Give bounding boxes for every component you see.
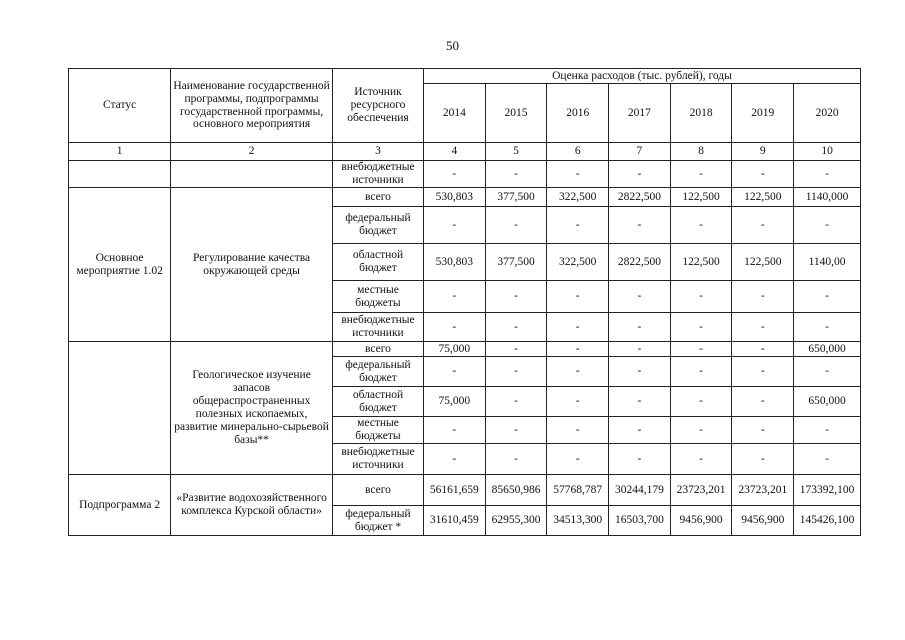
- row-value: -: [670, 387, 732, 417]
- row-value: -: [547, 161, 609, 188]
- row-value: 322,500: [547, 244, 609, 281]
- column-number: 2: [171, 143, 333, 161]
- row-source: всего: [332, 475, 423, 506]
- row-value: -: [547, 207, 609, 244]
- row-value: -: [485, 357, 547, 387]
- row-value: -: [485, 444, 547, 475]
- row-value: -: [732, 387, 794, 417]
- row-value: 122,500: [670, 244, 732, 281]
- row-source: внебюджетные источники: [332, 161, 423, 188]
- row-source: федеральный бюджет: [332, 207, 423, 244]
- row-value: -: [609, 357, 671, 387]
- row-source: всего: [332, 188, 423, 207]
- row-value: -: [732, 417, 794, 444]
- row-value: -: [794, 313, 861, 342]
- row-value: 31610,459: [424, 506, 486, 536]
- header-year: 2014: [424, 84, 486, 143]
- column-number: 1: [69, 143, 171, 161]
- row-value: 85650,986: [485, 475, 547, 506]
- row-value: 1140,000: [794, 188, 861, 207]
- row-value: 145426,100: [794, 506, 861, 536]
- row-value: -: [485, 313, 547, 342]
- column-number: 10: [794, 143, 861, 161]
- row-status: Подпрограмма 2: [69, 475, 171, 536]
- row-value: -: [794, 417, 861, 444]
- row-value: 2822,500: [609, 244, 671, 281]
- row-value: -: [732, 342, 794, 357]
- row-value: -: [732, 281, 794, 313]
- column-number: 7: [609, 143, 671, 161]
- header-year: 2015: [485, 84, 547, 143]
- row-value: 650,000: [794, 387, 861, 417]
- row-value: -: [424, 313, 486, 342]
- row-source: внебюджетные источники: [332, 313, 423, 342]
- row-value: -: [547, 342, 609, 357]
- row-value: -: [424, 161, 486, 188]
- row-value: -: [485, 161, 547, 188]
- row-name: Геологическое изучение запасов общераспространенных полезных ископаемых, развитие минерально-сырьевой базы**: [171, 342, 333, 475]
- row-value: 2822,500: [609, 188, 671, 207]
- row-source: местные бюджеты: [332, 417, 423, 444]
- row-value: -: [424, 281, 486, 313]
- header-name: Наименование государственной программы, подпрограммы государственной программы, основного мероприятия: [171, 69, 333, 143]
- row-value: -: [670, 444, 732, 475]
- row-value: -: [732, 357, 794, 387]
- row-value: 23723,201: [670, 475, 732, 506]
- row-value: -: [547, 313, 609, 342]
- row-value: -: [424, 357, 486, 387]
- table-row: [69, 188, 861, 207]
- row-value: -: [609, 281, 671, 313]
- row-value: -: [609, 207, 671, 244]
- row-value: -: [670, 161, 732, 188]
- row-value: 530,803: [424, 188, 486, 207]
- column-number: 6: [547, 143, 609, 161]
- row-name: «Развитие водохозяйственного комплекса Курской области»: [171, 475, 333, 536]
- page-number: 50: [446, 38, 459, 53]
- row-value: 9456,900: [732, 506, 794, 536]
- row-value: -: [794, 281, 861, 313]
- row-source: федеральный бюджет *: [332, 506, 423, 536]
- column-number: 5: [485, 143, 547, 161]
- row-value: -: [732, 161, 794, 188]
- row-value: -: [485, 417, 547, 444]
- row-value: -: [547, 281, 609, 313]
- row-value: -: [732, 207, 794, 244]
- row-value: -: [547, 417, 609, 444]
- header-year: 2019: [732, 84, 794, 143]
- row-value: -: [609, 313, 671, 342]
- row-value: -: [609, 387, 671, 417]
- row-value: -: [670, 313, 732, 342]
- row-value: 173392,100: [794, 475, 861, 506]
- row-value: -: [424, 444, 486, 475]
- row-status: Основное мероприятие 1.02: [69, 188, 171, 342]
- row-value: 650,000: [794, 342, 861, 357]
- row-value: -: [547, 387, 609, 417]
- column-number: 8: [670, 143, 732, 161]
- row-value: 23723,201: [732, 475, 794, 506]
- row-value: 62955,300: [485, 506, 547, 536]
- table-row: [69, 475, 861, 506]
- row-value: -: [609, 417, 671, 444]
- row-value: -: [547, 444, 609, 475]
- row-source: всего: [332, 342, 423, 357]
- row-source: местные бюджеты: [332, 281, 423, 313]
- row-value: 30244,179: [609, 475, 671, 506]
- row-value: -: [609, 342, 671, 357]
- row-source: федеральный бюджет: [332, 357, 423, 387]
- row-value: -: [670, 342, 732, 357]
- row-value: 75,000: [424, 387, 486, 417]
- row-value: -: [794, 161, 861, 188]
- row-value: -: [485, 342, 547, 357]
- column-number: 4: [424, 143, 486, 161]
- row-source: областной бюджет: [332, 244, 423, 281]
- row-source: внебюджетные источники: [332, 444, 423, 475]
- row-value: -: [485, 387, 547, 417]
- row-value: -: [424, 207, 486, 244]
- row-value: -: [670, 417, 732, 444]
- row-value: 122,500: [732, 188, 794, 207]
- row-value: 122,500: [670, 188, 732, 207]
- row-value: 16503,700: [609, 506, 671, 536]
- row-status: [69, 342, 171, 475]
- row-value: 56161,659: [424, 475, 486, 506]
- row-value: 75,000: [424, 342, 486, 357]
- row-value: 57768,787: [547, 475, 609, 506]
- budget-table: [68, 68, 861, 536]
- row-value: -: [732, 444, 794, 475]
- row-value: -: [670, 281, 732, 313]
- column-number: 3: [332, 143, 423, 161]
- row-value: -: [485, 281, 547, 313]
- row-name: Регулирование качества окружающей среды: [171, 188, 333, 342]
- row-value: 122,500: [732, 244, 794, 281]
- row-source: областной бюджет: [332, 387, 423, 417]
- row-value: -: [609, 444, 671, 475]
- row-value: 34513,300: [547, 506, 609, 536]
- row-value: -: [670, 207, 732, 244]
- header-source: Источник ресурсного обеспечения: [332, 69, 423, 143]
- row-value: -: [732, 313, 794, 342]
- row-value: -: [485, 207, 547, 244]
- row-value: 377,500: [485, 188, 547, 207]
- row-value: -: [794, 357, 861, 387]
- column-number: 9: [732, 143, 794, 161]
- row-value: -: [670, 357, 732, 387]
- header-year: 2017: [609, 84, 671, 143]
- row-value: 530,803: [424, 244, 486, 281]
- header-year: 2018: [670, 84, 732, 143]
- row-name: [171, 161, 333, 188]
- row-value: -: [547, 357, 609, 387]
- row-value: 377,500: [485, 244, 547, 281]
- row-value: -: [424, 417, 486, 444]
- header-year: 2020: [794, 84, 861, 143]
- header-estimate: Оценка расходов (тыс. рублей), годы: [424, 69, 861, 84]
- table-row: [69, 342, 861, 357]
- header-year: 2016: [547, 84, 609, 143]
- row-value: -: [794, 444, 861, 475]
- row-value: -: [609, 161, 671, 188]
- table-row: [69, 161, 861, 188]
- row-status: [69, 161, 171, 188]
- header-status: Статус: [69, 69, 171, 143]
- row-value: 322,500: [547, 188, 609, 207]
- row-value: -: [794, 207, 861, 244]
- row-value: 9456,900: [670, 506, 732, 536]
- row-value: 1140,00: [794, 244, 861, 281]
